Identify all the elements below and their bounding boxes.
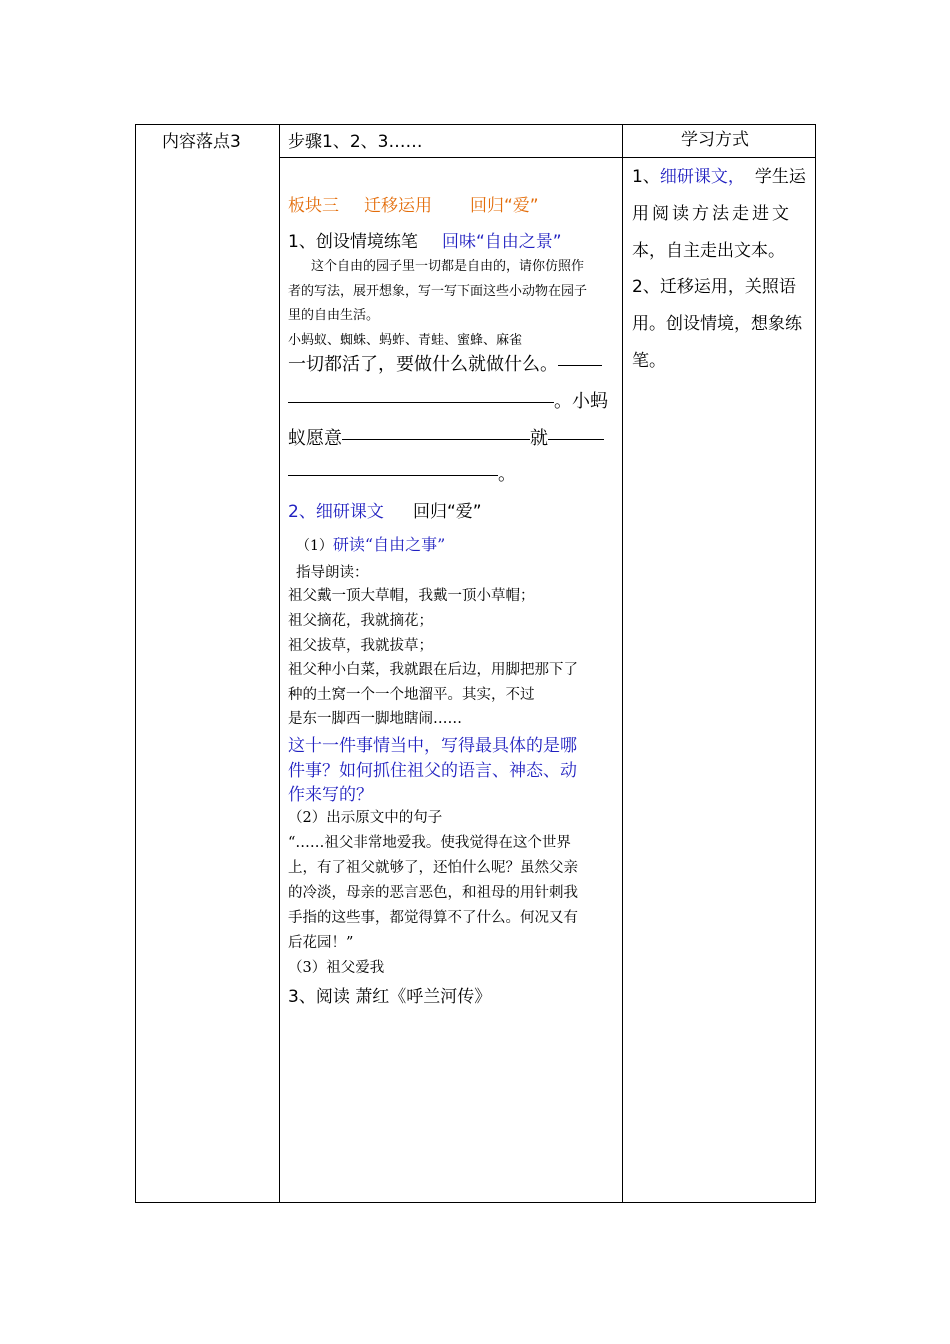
fill-line-3 <box>288 424 604 450</box>
text-line-2: 祖父摘花，我就摘花； <box>288 613 433 629</box>
question-line-2: 件事？如何抓住祖父的语言、神态、动 <box>288 761 577 781</box>
animals-list: 小蚂蚁、蜘蛛、蚂蚱、青蛙、蜜蜂、麻雀 <box>288 333 523 348</box>
text-line-3: 祖父拔草，我就拔草； <box>288 638 433 654</box>
prompt-line-3: 里的自由生活。 <box>288 308 380 323</box>
item1-label: 1、创设情境练笔 <box>288 232 418 252</box>
section-title-part3: 回归“爱” <box>470 196 539 216</box>
method-1-rest: 学生运 <box>754 167 806 187</box>
sub2: （2）出示原文中的句子 <box>288 810 443 826</box>
blank-2 <box>288 402 554 403</box>
prompt-line-2: 者的写法，展开想象，写一写下面这些小动物在园子 <box>288 284 588 299</box>
method-1-prefix: 1、 <box>632 167 660 187</box>
text-line-1: 祖父戴一顶大草帽，我戴一顶小草帽； <box>288 588 535 604</box>
header-steps: 步骤1、2、3…… <box>288 132 423 152</box>
fill-line-2 <box>288 387 608 413</box>
sub3: （3）祖父爱我 <box>288 960 385 976</box>
question-line-3: 作来写的？ <box>288 785 373 805</box>
sub1-label: （1） <box>296 538 333 554</box>
method-2-line-1: 2、迁移运用，关照语 <box>632 277 796 297</box>
fill-line-3-start: 蚁愿意 <box>288 428 342 449</box>
header-divider <box>279 157 815 158</box>
blank-4 <box>548 439 604 440</box>
fill-line-1 <box>288 350 602 376</box>
blank-1 <box>558 365 602 366</box>
fill-line-4-end: 。 <box>498 464 516 485</box>
item2-subtitle: 回归“爱” <box>413 502 482 522</box>
method-1-blue: 细研课文， <box>659 167 745 187</box>
blank-5 <box>288 475 498 476</box>
quote-line-4: 手指的这些事，都觉得算不了什么。何况又有 <box>288 910 578 926</box>
header-content-point: 内容落点3 <box>162 132 241 152</box>
sub1-title: 研读“自由之事” <box>332 535 446 554</box>
method-1-line-3: 本，自主走出文本。 <box>632 241 785 261</box>
guide-read: 指导朗读： <box>296 565 369 581</box>
column-divider-2 <box>622 125 623 1202</box>
method-2-line-3: 笔。 <box>632 351 666 371</box>
fill-line-1-text: 一切都活了，要做什么就做什么。 <box>288 354 558 375</box>
fill-line-4 <box>288 460 516 486</box>
section-title-part2: 迁移运用 <box>364 196 432 216</box>
method-2-line-2: 用。创设情境，想象练 <box>632 314 802 334</box>
column-divider-1 <box>279 125 280 1202</box>
item3: 3、阅读 萧红《呼兰河传》 <box>288 987 492 1007</box>
quote-line-5: 后花园！” <box>288 935 354 951</box>
method-1-line-2: 用阅读方法走进文 <box>632 204 792 224</box>
item2-label: 2、细研课文 <box>288 502 384 522</box>
header-learning-method: 学习方式 <box>681 130 749 150</box>
question-line-1: 这十一件事情当中，写得最具体的是哪 <box>288 736 577 756</box>
section-title-part1: 板块三 <box>288 196 339 216</box>
blank-3 <box>342 439 530 440</box>
quote-line-3: 的冷淡，母亲的恶言恶色，和祖母的用针刺我 <box>288 885 578 901</box>
prompt-line-1: 这个自由的园子里一切都是自由的，请你仿照作 <box>311 259 585 274</box>
text-line-6: 是东一脚西一脚地瞎闹…… <box>288 711 462 727</box>
sub1 <box>296 532 445 555</box>
text-line-4: 祖父种小白菜，我就跟在后边，用脚把那下了 <box>288 662 578 678</box>
method-1-line-1 <box>632 162 806 187</box>
fill-line-2-end: 。小蚂 <box>554 391 608 412</box>
text-line-5: 种的土窝一个一个地溜平。其实，不过 <box>288 687 535 703</box>
quote-line-1: “……祖父非常地爱我。使我觉得在这个世界 <box>288 835 571 851</box>
quote-line-2: 上，有了祖父就够了，还怕什么呢？虽然父亲 <box>288 860 578 876</box>
item1-subtitle: 回味“自由之景” <box>442 232 562 252</box>
fill-line-3-mid: 就 <box>530 428 548 449</box>
